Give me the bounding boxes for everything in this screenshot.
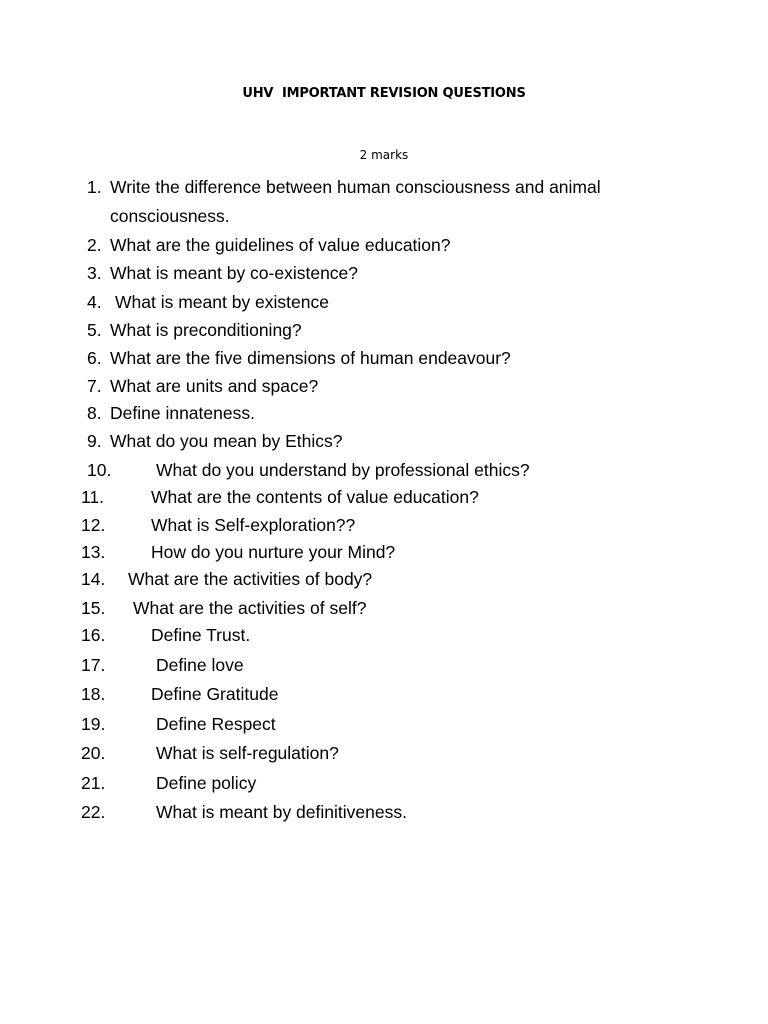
- question-text: What is meant by co-existence?: [110, 263, 359, 283]
- list-number: 22.: [81, 802, 106, 822]
- question-text: What is self-regulation?: [156, 743, 339, 763]
- question-text: What is Self-exploration??: [151, 515, 356, 535]
- list-number: 21.: [81, 773, 106, 793]
- question-text: What are the guidelines of value education?: [110, 235, 451, 255]
- question-text: Define love: [156, 655, 244, 675]
- page-title: UHV IMPORTANT REVISION QUESTIONS: [242, 86, 526, 101]
- question-text: Write the difference between human consciousness and animal: [110, 177, 601, 197]
- list-number: 3.: [87, 263, 102, 283]
- question-text: Define policy: [156, 773, 257, 793]
- question-text: What are units and space?: [110, 376, 319, 396]
- list-number: 7.: [87, 376, 102, 396]
- question-text: Define Trust.: [151, 625, 251, 645]
- list-number: 17.: [81, 655, 106, 675]
- question-text: What are the contents of value education?: [151, 487, 479, 507]
- list-number: 18.: [81, 684, 106, 704]
- question-text: How do you nurture your Mind?: [151, 542, 396, 562]
- question-text: What are the activities of self?: [133, 598, 367, 618]
- question-text: What are the five dimensions of human endeavour?: [110, 348, 511, 368]
- question-text-continuation: consciousness.: [110, 206, 230, 226]
- list-number: 1.: [87, 177, 102, 197]
- list-number: 14.: [81, 569, 106, 589]
- question-text: What is meant by existence: [115, 292, 329, 312]
- question-text: Define Gratitude: [151, 684, 279, 704]
- list-number: 20.: [81, 743, 106, 763]
- question-text: What is meant by definitiveness.: [156, 802, 407, 822]
- question-text: What do you mean by Ethics?: [110, 431, 343, 451]
- list-number: 8.: [87, 403, 102, 423]
- question-text: Define Respect: [156, 714, 276, 734]
- list-number: 5.: [87, 320, 102, 340]
- list-number: 10.: [87, 460, 112, 480]
- list-number: 4.: [87, 292, 102, 312]
- question-text: Define innateness.: [110, 403, 255, 423]
- question-text: What are the activities of body?: [128, 569, 373, 589]
- list-number: 12.: [81, 515, 106, 535]
- list-number: 11.: [81, 487, 105, 507]
- list-number: 15.: [81, 598, 106, 618]
- section-subtitle: 2 marks: [359, 148, 409, 162]
- list-number: 19.: [81, 714, 106, 734]
- question-text: What is preconditioning?: [110, 320, 302, 340]
- list-number: 6.: [87, 348, 102, 368]
- list-number: 2.: [87, 235, 102, 255]
- question-text: What do you understand by professional ethics?: [156, 460, 530, 480]
- list-number: 16.: [81, 625, 106, 645]
- list-number: 13.: [81, 542, 106, 562]
- list-number: 9.: [87, 431, 102, 451]
